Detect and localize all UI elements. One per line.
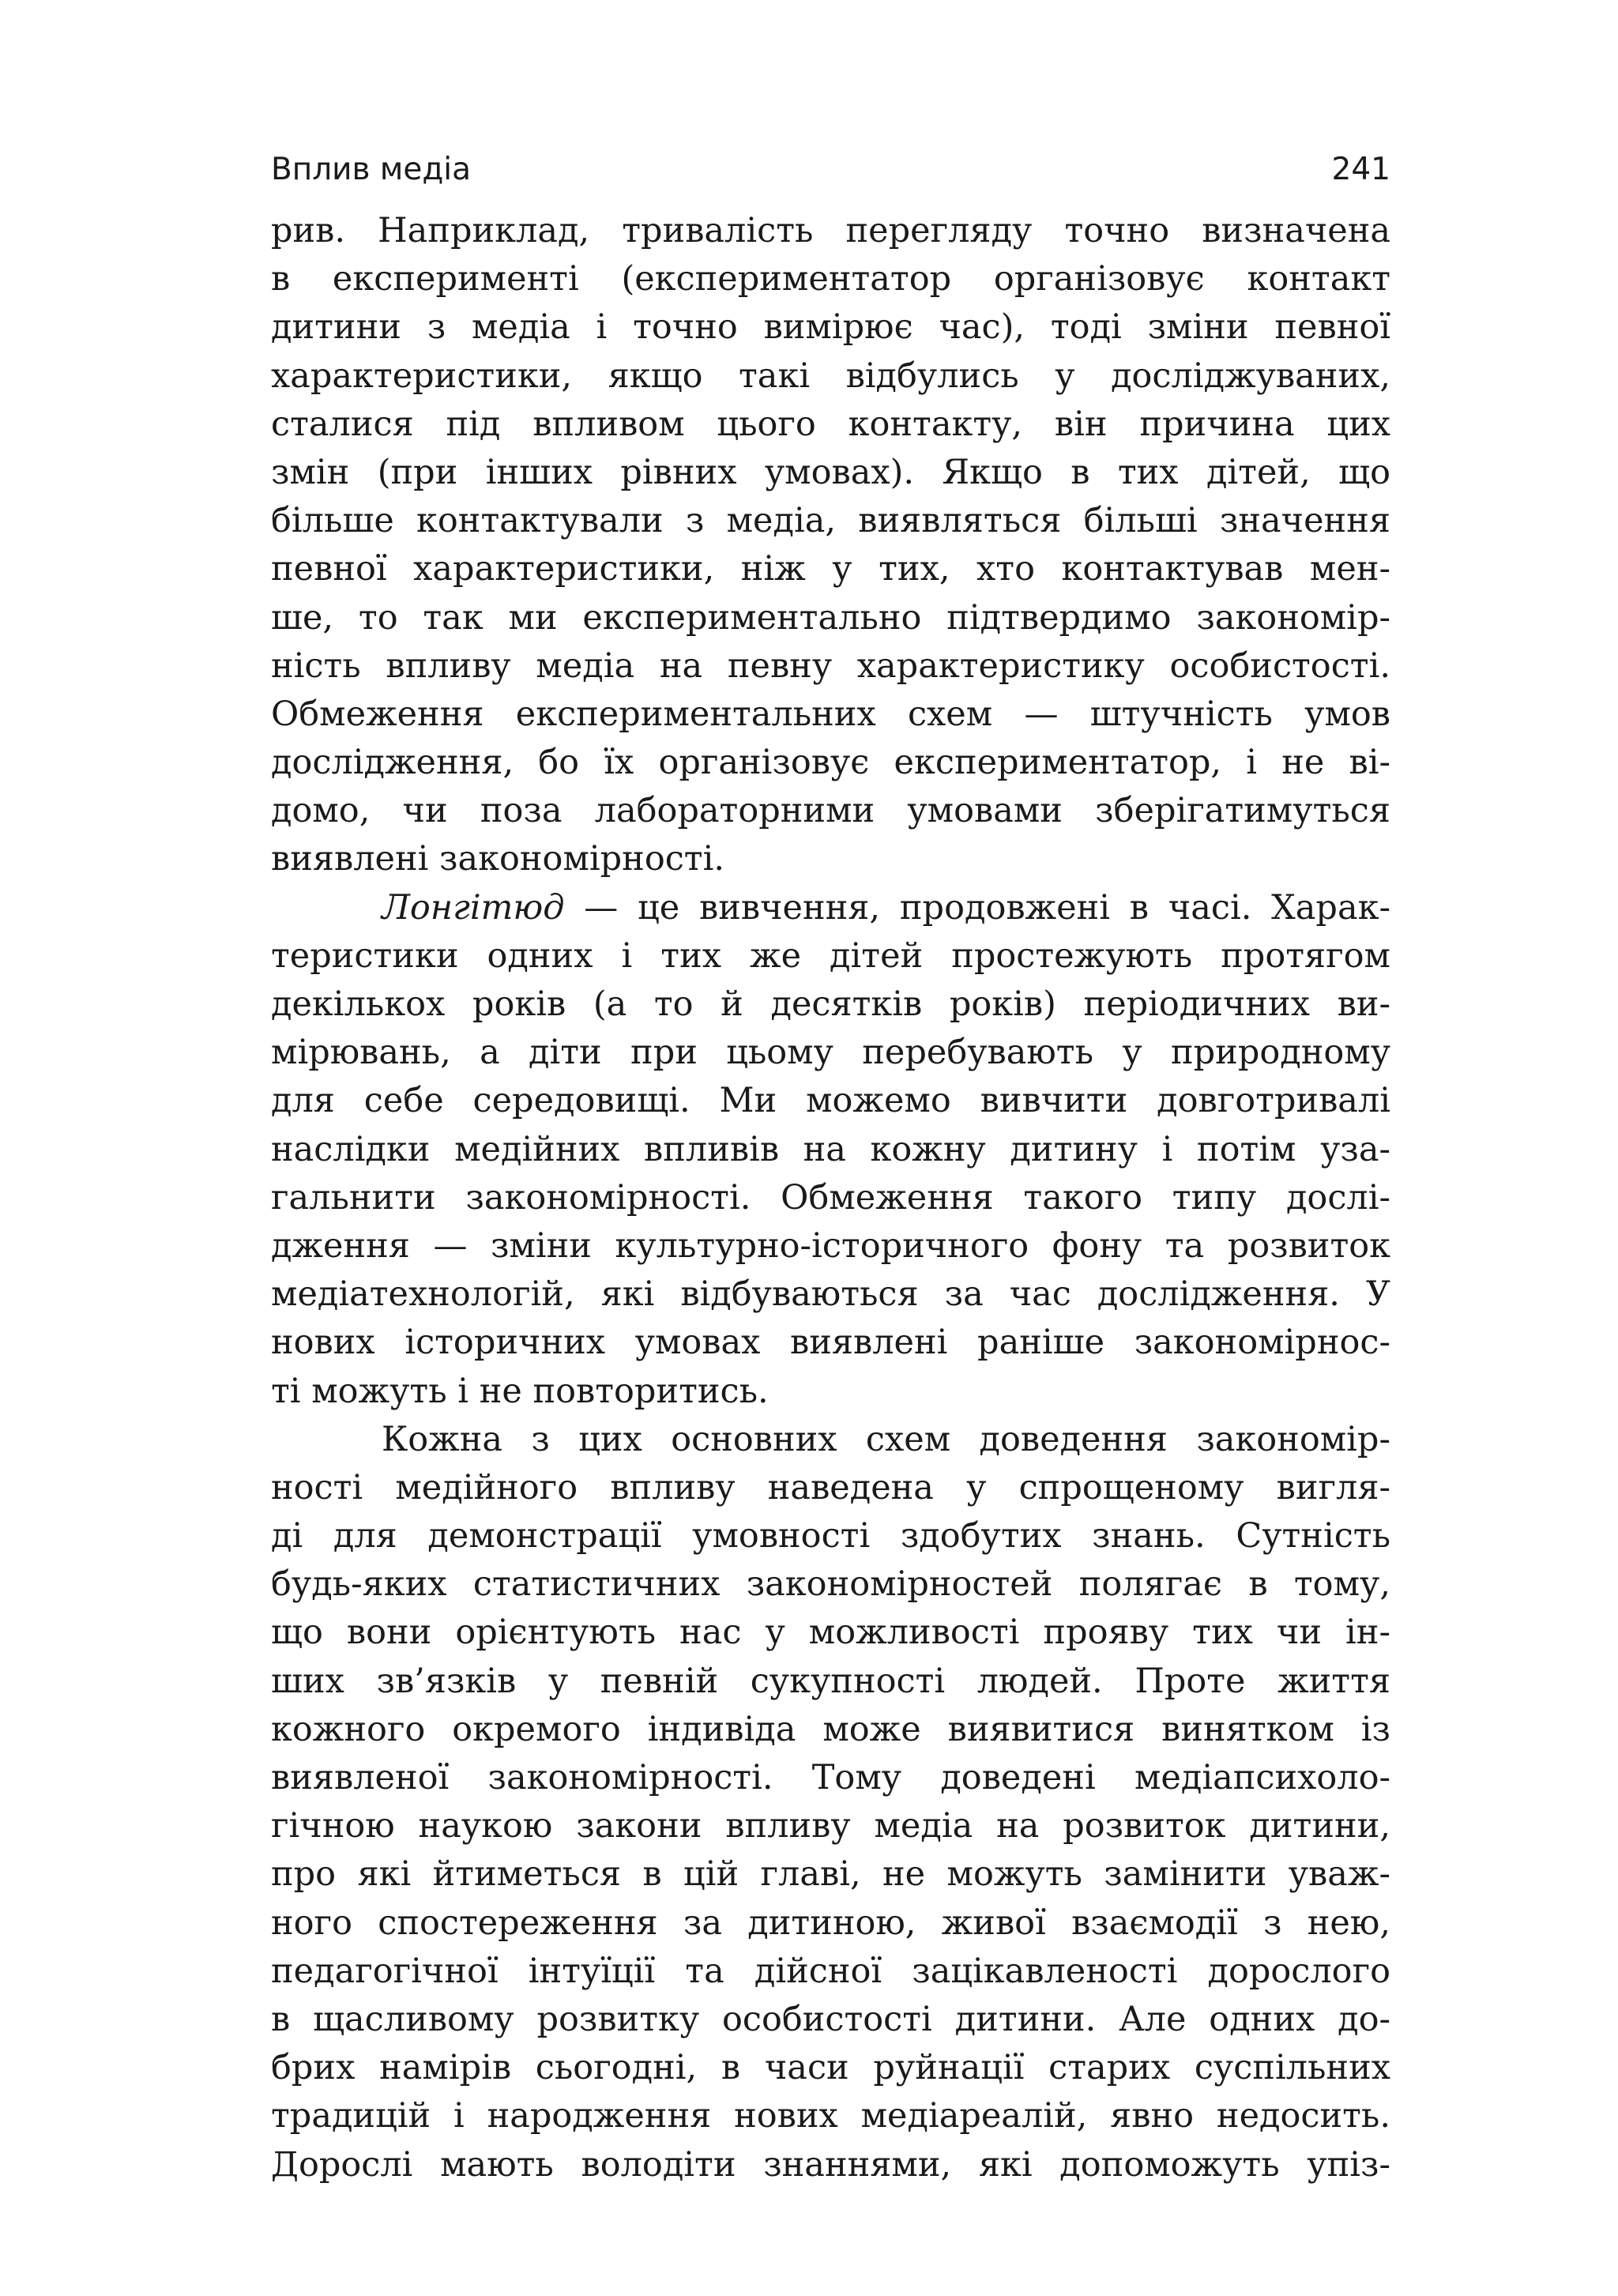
text-line: ше, то так ми експериментально підтвердимо закономір- [271, 597, 1390, 638]
text-line: про які йтиметься в цій главі, не можуть замінити уваж- [271, 1854, 1390, 1895]
text-line: ного спостереження за дитиною, живої взаємодії з нею, [271, 1903, 1390, 1943]
text-line: дослідження, бо їх організовує експериментатор, і не ві- [271, 743, 1390, 783]
text-line: ших зв’язків у певній сукупності людей. Проте життя [271, 1661, 1390, 1701]
text-line: домо, чи поза лабораторними умовами зберігатимуться [271, 791, 1390, 831]
text-line: кожного окремого індивіда може виявитися винятком із [271, 1709, 1390, 1749]
text-line: дження — зміни культурно-історичного фону та розвиток [271, 1225, 1390, 1266]
text-line: більше контактували з медіа, виявляться більші значення [271, 501, 1390, 541]
body-text [271, 207, 1390, 2189]
running-header [271, 150, 1390, 190]
text-line: ність впливу медіа на певну характеристику особистості. [271, 646, 1390, 686]
text-line: характеристики, якщо такі відбулись у досліджуваних, [271, 356, 1390, 396]
text-line: ді для демонстрації умовності здобутих знань. Сутність [271, 1516, 1390, 1556]
text-line: виявлені закономірності. [271, 839, 725, 879]
text-line: медіатехнологій, які відбуваються за час дослідження. У [271, 1274, 1390, 1315]
text-line: нових історичних умовах виявлені раніше закономірнос- [271, 1323, 1390, 1363]
text-line: змін (при інших рівних умовах). Якщо в тих дітей, що [271, 452, 1390, 492]
text-line: в експерименті (експериментатор організовує контакт [271, 259, 1390, 299]
text-line: брих намірів сьогодні, в часи руйнації старих суспільних [271, 2048, 1390, 2088]
text-line: певної характеристики, ніж у тих, хто контактував мен- [271, 549, 1390, 589]
text-line: рив. Наприклад, тривалість перегляду точно визначена [271, 211, 1390, 250]
text-line: сталися під впливом цього контакту, він причина цих [271, 404, 1390, 444]
first-line-rest: — це вивчення, продовжені в часі. Харак- [564, 887, 1390, 928]
text-line: гічною наукою закони впливу медіа на розвиток дитини, [271, 1806, 1390, 1846]
page-number: 241 [1331, 152, 1390, 187]
text-line: гальнити закономірності. Обмеження такого типу дослі- [271, 1177, 1390, 1218]
text-line: Обмеження експериментальних схем — штучність умов [271, 694, 1390, 734]
running-header-title: Вплив медіа [271, 152, 472, 187]
paragraph-first-line: Кожна з цих основних схем доведення закономір- [382, 1419, 1390, 1459]
text-line: традицій і народження нових медіареалій, явно недосить. [271, 2096, 1390, 2136]
text-line: теристики одних і тих же дітей простежують протягом [271, 935, 1390, 976]
text-line: педагогічної інтуїції та дійсної зацікавленості дорослого [271, 1951, 1390, 1991]
term-longitude: Лонгітюд [382, 887, 565, 928]
text-line: Дорослі мають володіти знаннями, які допоможуть упіз- [271, 2144, 1390, 2185]
text-line: ті можуть і не повторитись. [271, 1371, 769, 1411]
text-line: в щасливому розвитку особистості дитини. Але одних до- [271, 1999, 1390, 2039]
text-line: дитини з медіа і точно вимірює час), тоді зміни певної [271, 307, 1390, 348]
text-line: мірювань, а діти при цьому перебувають у природному [271, 1033, 1390, 1073]
text-line: для себе середовищі. Ми можемо вивчити довготривалі [271, 1081, 1390, 1121]
text-line: декількох років (а то й десятків років) періодичних ви- [271, 984, 1390, 1024]
text-line: наслідки медійних впливів на кожну дитину і потім уза- [271, 1129, 1390, 1169]
text-line: будь-яких статистичних закономірностей полягає в тому, [271, 1564, 1390, 1605]
text-line: виявленої закономірності. Тому доведені медіапсихоло- [271, 1758, 1390, 1797]
text-line: ності медійного впливу наведена у спрощеному вигля- [271, 1467, 1390, 1507]
text-line: що вони орієнтують нас у можливості прояву тих чи ін- [271, 1613, 1390, 1653]
paragraph-first-line [271, 884, 1390, 932]
